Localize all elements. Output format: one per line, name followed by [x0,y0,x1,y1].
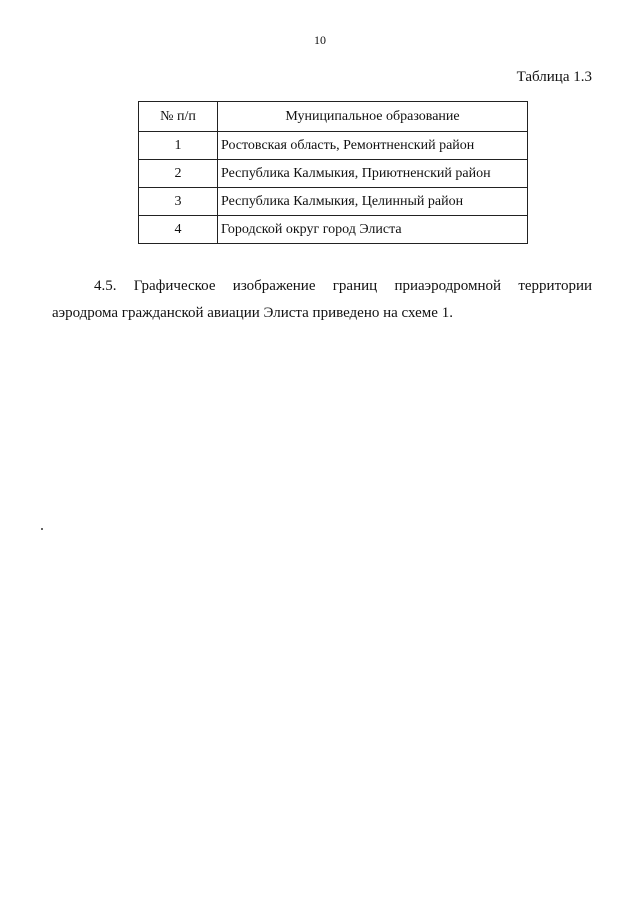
municipality-table [138,101,528,244]
header-municipality: Муниципальное образование [218,102,528,132]
row-number: 4 [139,216,218,244]
table-row [139,160,528,188]
table-row [139,216,528,244]
table-header-row [139,102,528,132]
row-number: 1 [139,132,218,160]
row-municipality: Городской округ город Элиста [218,216,528,244]
row-municipality: Республика Калмыкия, Целинный район [218,188,528,216]
table-row [139,188,528,216]
row-number: 3 [139,188,218,216]
scan-speck [41,528,43,530]
header-number: № п/п [139,102,218,132]
table-caption: Таблица 1.3 [516,69,592,85]
row-number: 2 [139,160,218,188]
row-municipality: Республика Калмыкия, Приютненский район [218,160,528,188]
table-row [139,132,528,160]
page-number: 10 [314,33,326,47]
row-municipality: Ростовская область, Ремонтненский район [218,132,528,160]
body-paragraph: 4.5. Графическое изображение границ приаэродромной территории аэродрома гражданской авиации Элиста приведено на схеме 1. [52,278,592,321]
